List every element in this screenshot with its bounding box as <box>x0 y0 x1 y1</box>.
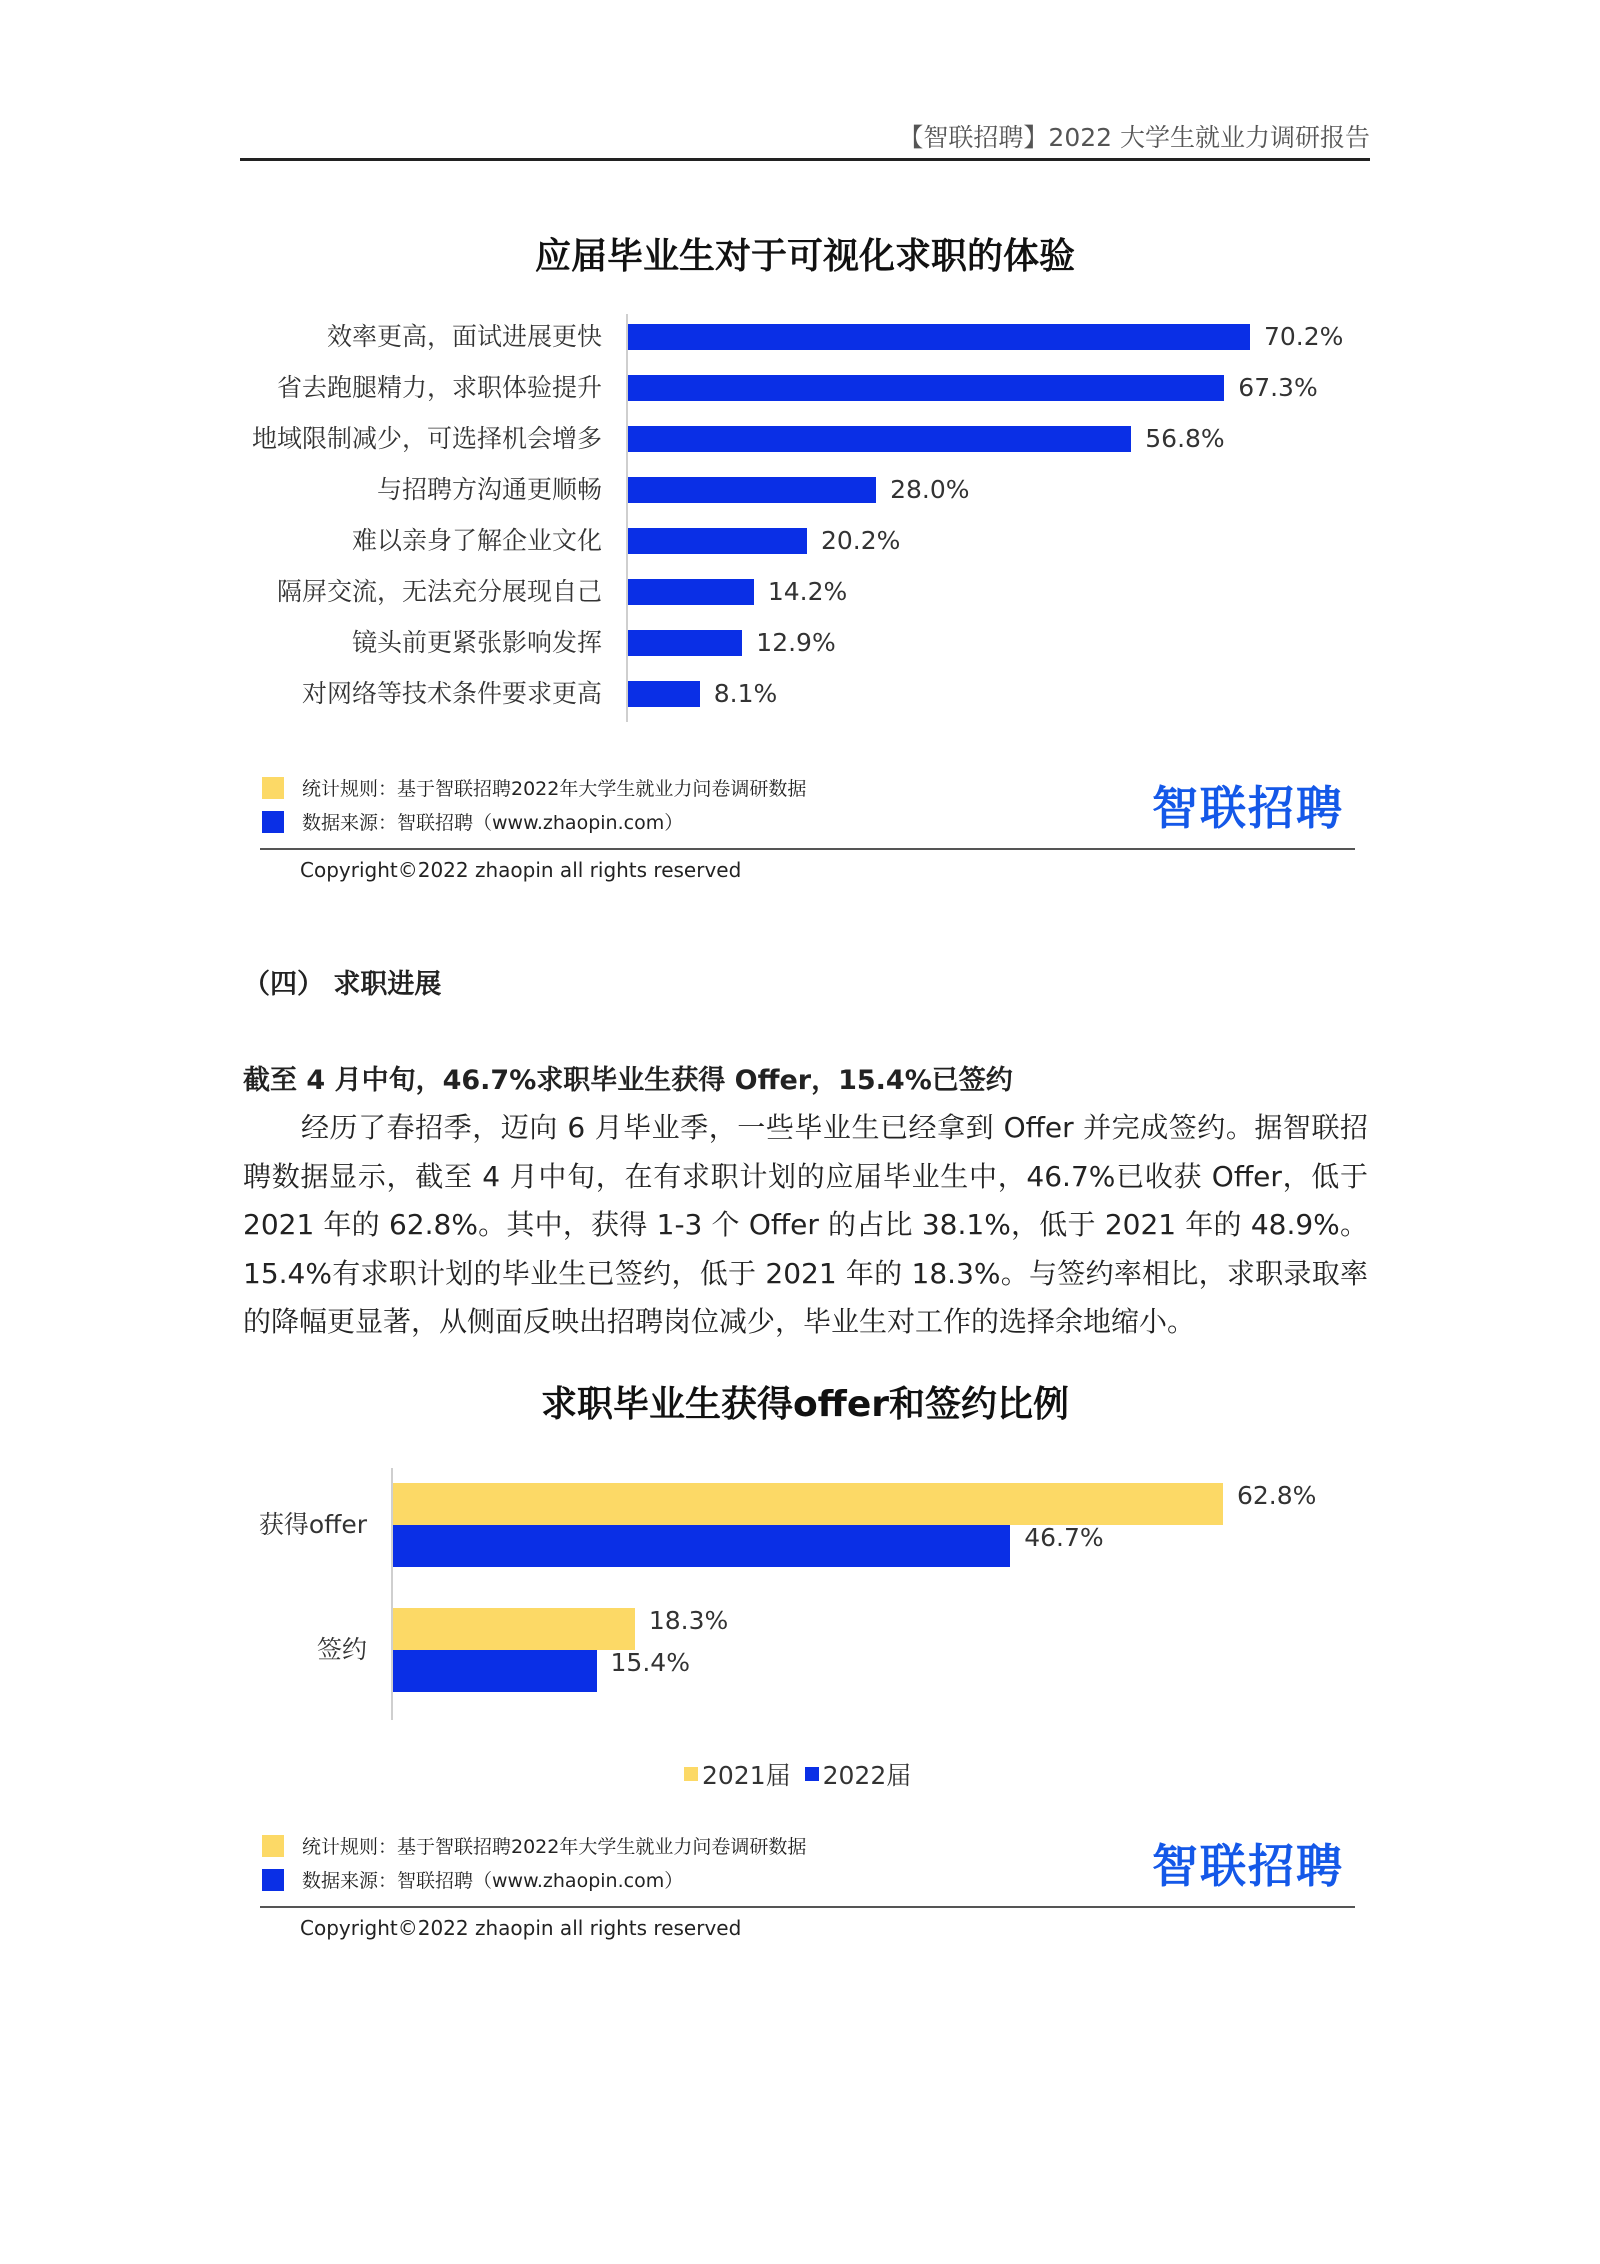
chart1-category-label: 省去跑腿精力，求职体验提升 <box>276 373 602 402</box>
chart1-value-label: 20.2% <box>820 526 901 555</box>
legend-swatch-icon <box>805 1767 819 1781</box>
chart2-value-label: 15.4% <box>610 1648 690 1677</box>
chart2-legend <box>684 1756 925 1792</box>
chart2-legend-label: 2022届 <box>822 1761 912 1790</box>
chart2-copyright: Copyright©2022 zhaopin all rights reserved <box>300 1916 742 1940</box>
chart1-value-label: 14.2% <box>767 577 848 606</box>
chart2-legend-item <box>805 1756 912 1792</box>
chart2-data-source-text: 数据来源：智联招聘（www.zhaopin.com） <box>302 1870 684 1892</box>
chart1-category-label: 镜头前更紧张影响发挥 <box>351 628 602 657</box>
chart1-stat-rule-text: 统计规则：基于智联招聘2022年大学生就业力问卷调研数据 <box>302 778 807 800</box>
chart2-bar <box>393 1608 635 1650</box>
blue-square-icon <box>262 1869 284 1891</box>
chart2-bar <box>393 1650 597 1692</box>
chart1-value-label: 70.2% <box>1264 322 1344 351</box>
chart1-category-label: 地域限制减少，可选择机会增多 <box>251 424 602 453</box>
section-paragraph: 经历了春招季，迈向 6 月毕业季，一些毕业生已经拿到 Offer 并完成签约。据智联招聘数据显示，截至 4 月中旬，在有求职计划的应届毕业生中，46.7%已收获 Offer，低于 2021 年的 62.8%。其中，获得 1-3 个 Offer 的占比 38.1%，低于 2021 年的 48.9%。15.4%有求职计划的毕业生已签约，低于 2021 年的 18.3%。与签约率相比，求职录取率的降幅更显著，从侧面反映出招聘岗位减少，毕业生对工作的选择余地缩小。 <box>243 1111 1368 1338</box>
chart2-stat-rule-text: 统计规则：基于智联招聘2022年大学生就业力问卷调研数据 <box>302 1836 807 1858</box>
chart2-value-label: 62.8% <box>1237 1481 1317 1510</box>
chart2-bar <box>393 1483 1223 1525</box>
chart2-category-label: 获得offer <box>258 1510 367 1539</box>
chart2-value-label: 18.3% <box>648 1606 729 1635</box>
chart2-stat-rule <box>262 1832 806 1859</box>
chart1-value-label: 67.3% <box>1238 373 1318 402</box>
chart1-data-source-text: 数据来源：智联招聘（www.zhaopin.com） <box>302 812 684 834</box>
chart1-category-label: 隔屏交流，无法充分展现自己 <box>276 577 602 606</box>
chart1-value-label: 56.8% <box>1145 424 1225 453</box>
chart2-legend-label: 2021届 <box>702 1761 791 1790</box>
section-subheading: 截至 4 月中旬，46.7%求职毕业生获得 Offer，15.4%已签约 <box>243 1065 1013 1096</box>
chart2-value-label: 46.7% <box>1024 1523 1104 1552</box>
chart2-category-label: 签约 <box>316 1635 367 1664</box>
zhaopin-logo: 智联招聘 <box>1152 781 1344 835</box>
section-heading: （四） 求职进展 <box>243 969 442 1000</box>
chart1-copyright: Copyright©2022 zhaopin all rights reserved <box>300 858 742 882</box>
chart2-bar <box>393 1525 1010 1567</box>
chart1-value-label: 12.9% <box>756 628 836 657</box>
chart2-legend-item <box>684 1756 791 1792</box>
chart1-category-label: 难以亲身了解企业文化 <box>351 526 602 555</box>
chart1-title: 应届毕业生对于可视化求职的体验 <box>534 236 1075 277</box>
chart1-value-label: 8.1% <box>713 679 778 708</box>
report-header: 【智联招聘】2022 大学生就业力调研报告 <box>898 123 1370 152</box>
yellow-square-icon <box>262 1835 284 1857</box>
chart2-title: 求职毕业生获得offer和签约比例 <box>540 1384 1070 1425</box>
chart1-value-label: 28.0% <box>890 475 970 504</box>
chart2-footer-divider <box>260 1906 1355 1908</box>
chart1-category-label: 与招聘方沟通更顺畅 <box>376 475 602 504</box>
zhaopin-logo: 智联招聘 <box>1152 1839 1344 1893</box>
chart2-data-source <box>262 1866 683 1893</box>
chart1-category-label: 对网络等技术条件要求更高 <box>301 679 602 708</box>
chart1-category-label: 效率更高，面试进展更快 <box>326 322 602 351</box>
legend-swatch-icon <box>684 1767 698 1781</box>
